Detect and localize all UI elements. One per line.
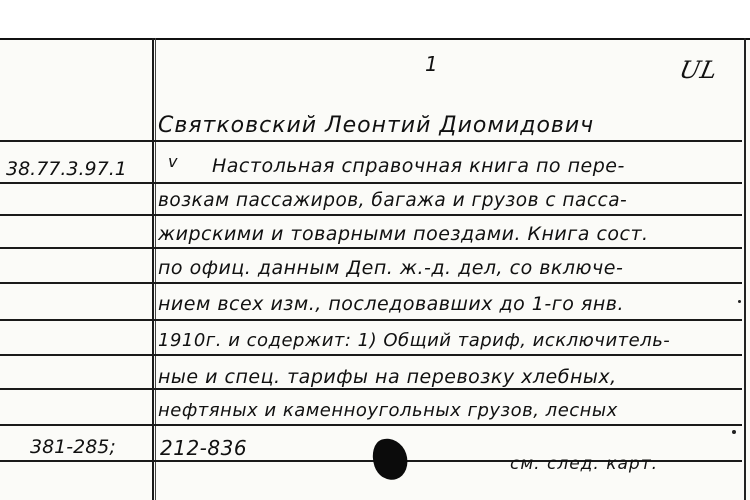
body-line: по офиц. данным Деп. ж.-д. дел, со включе- <box>158 257 624 279</box>
ruled-line <box>0 319 742 321</box>
shelf-mark: 38.77.3.97.1 <box>6 158 127 180</box>
tick-mark: v <box>168 152 178 171</box>
continuation-note: см. след. карт. <box>510 454 658 474</box>
ruled-line <box>0 247 742 249</box>
ink-speck <box>732 430 736 434</box>
ruled-line <box>0 140 742 142</box>
body-line: ные и спец. тарифы на перевозку хлебных, <box>158 366 617 388</box>
body-line: Настольная справочная книга по пере- <box>212 155 625 177</box>
ruled-line <box>0 424 742 426</box>
margin-line-right <box>155 38 156 500</box>
ruled-line <box>0 214 742 216</box>
body-line: возкам пассажиров, багажа и грузов с пасса- <box>158 190 628 211</box>
ink-speck <box>738 300 741 303</box>
ruled-line <box>0 388 742 390</box>
ruled-line <box>0 282 742 284</box>
card-heading: Святковский Леонтий Диомидович <box>158 113 595 138</box>
corner-mark: UL <box>677 56 721 84</box>
body-line: нием всех изм., последовавших до 1-го янв. <box>158 293 624 315</box>
bottom-left-number: 381-285; <box>30 436 116 458</box>
body-line: 1910г. и содержит: 1) Общий тариф, исключитель- <box>158 330 671 351</box>
card-top-edge <box>0 38 750 40</box>
body-line: жирскими и товарными поездами. Книга сост. <box>158 223 649 245</box>
bottom-number: 212-836 <box>160 436 248 460</box>
margin-line-left <box>152 38 154 500</box>
body-line: нефтяных и каменноугольных грузов, лесных <box>158 400 618 421</box>
ruled-line <box>0 354 742 356</box>
ruled-line <box>0 182 742 184</box>
card-right-edge <box>744 38 746 500</box>
top-mark: 1 <box>425 52 439 76</box>
